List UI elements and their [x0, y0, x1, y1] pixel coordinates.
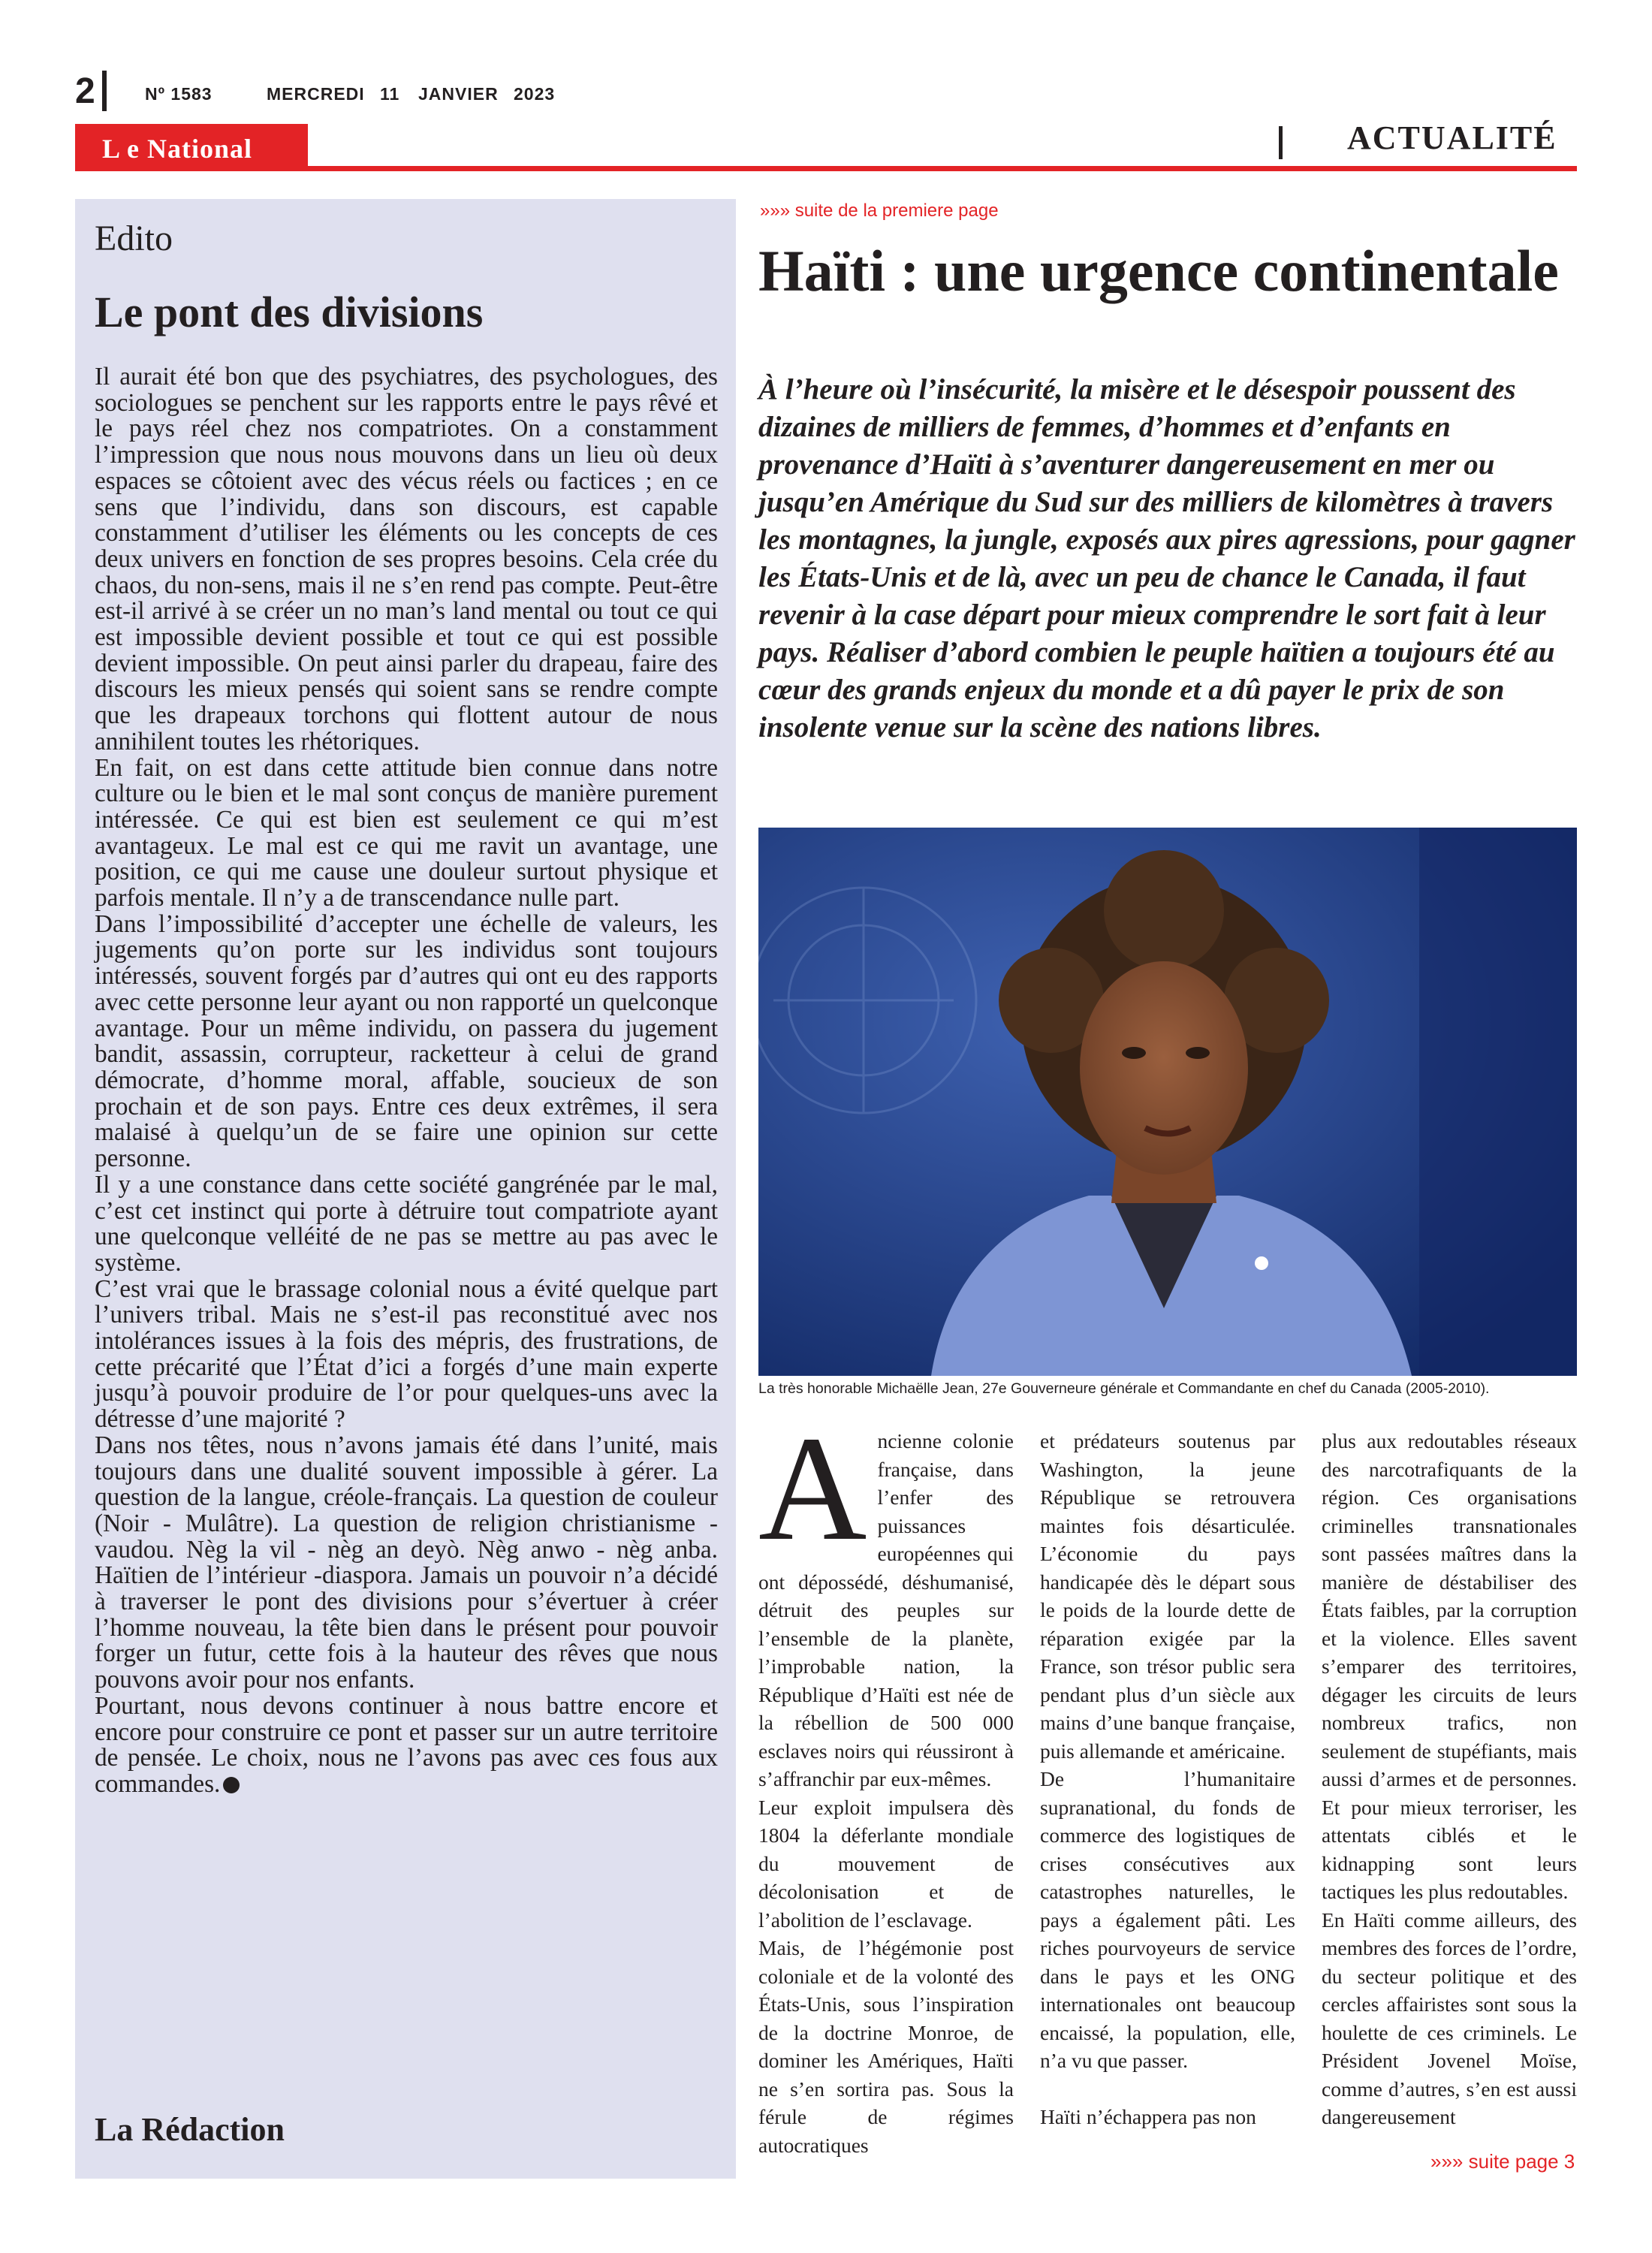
edito-signature: La Rédaction — [95, 2111, 285, 2148]
article-paragraph: De l’humanitaire supranational, du fonds de commerce des logistiques de crises consécutives aux catastrophes naturelles, le pays a également pâti. Les riches pourvoyeurs de service dans le pays et les ONG internationales ont beaucoup encaissé, la population, elle, n’a vu que passer. — [1040, 1767, 1295, 2072]
edito-kicker: Edito — [95, 219, 173, 258]
date-year: 2023 — [514, 84, 556, 104]
issue-number: Nº 1583 — [145, 84, 213, 104]
article-column-1 — [758, 1406, 1014, 2159]
photo-caption: La très honorable Michaëlle Jean, 27e Gouverneure générale et Commandante en chef du Canada (2005-2010). — [758, 1380, 1490, 1397]
edito-paragraph-last — [95, 1691, 718, 1798]
article-paragraph: Mais, de l’hégémonie post coloniale et de la volonté des États-Unis, sous l’inspiration de la doctrine Monroe, de dominer les Amériques, Haïti ne s’en sortira pas. Sous la férule de régimes autocratiques — [758, 1936, 1014, 2157]
date-day: 11 — [380, 84, 400, 104]
article-paragraph — [758, 1406, 1014, 1793]
edito-title: Le pont des divisions — [95, 288, 484, 336]
portrait-illustration — [758, 828, 1577, 1376]
continued-from-link[interactable]: »»» suite de la premiere page — [760, 201, 999, 221]
drop-cap: A — [758, 1406, 867, 1572]
article-photo — [758, 828, 1577, 1376]
article-paragraph-text: ncienne colonie française, dans l’enfer des puissances européennes qui ont dépossédé, déshumanisé, détruit des peuples sur l’ensemble de la planète, l’improbable nation, la République d’Haïti est née de la rébellion de 500 000 esclaves noirs qui réussiront à s’affranchir par eux-mêmes. — [758, 1429, 1014, 1790]
edito-paragraph: Il y a une constance dans cette société gangrénée par le mal, c’est cet instinct qui porte à détruire tout compatriote ayant une quelconque velléité de ne pas se mettre au pas avec le système. — [95, 1170, 718, 1277]
page-number-divider — [102, 71, 107, 111]
end-mark-icon — [223, 1777, 240, 1793]
date-weekday: MERCREDI — [267, 84, 365, 104]
article-paragraph: Haïti n’échappera pas non — [1040, 2104, 1256, 2128]
edito-paragraph: Il aurait été bon que des psychiatres, des psychologues, des sociologues se penchent sur les rapports entre le pays rêvé et le pays réel chez nos compatriotes. On a constamment l’impression que nous nous mouvons dans un lieu où deux espaces se côtoient avec des vécus réels ou factices ; en ce sens que l’individu, dans son discours, est capable constamment d’utiliser les éléments ou les concepts de ces deux univers en fonction de ses propres besoins. Cela crée du chaos, du non-sens, mais il ne s’en rend pas compte. Peut-être est-il arrivé à se créer un no man’s land mental ou tout ce qui est impossible devient possible et tout ce qui est possible devient impossible. On peut ainsi parler du drapeau, faire des discours les mieux pensés qui soient sans se rendre compte que les drapeaux torchons qui flottent autour de nous annihilent toutes les rhétoriques. — [95, 363, 718, 756]
article-paragraph: Leur exploit impulsera dès 1804 la déferlante mondiale du mouvement de décolonisation et de l’abolition de l’esclavage. — [758, 1795, 1014, 1932]
edito-paragraph: Dans l’impossibilité d’accepter une échelle de valeurs, les jugements qu’on porte sur les individus sont toujours intéressés, souvent forgés par d’autres qui ont eu des rapports avec cette personne leur ayant ou non rapporté un quelconque avantage. Pour un même individu, on passera du jugement bandit, assassin, corrupteur, racketteur à celui de grand démocrate, d’homme moral, affable, soucieux de son prochain et de son pays. Entre ces deux extrêmes, il sera malaisé à quelqu’un de se faire une opinion sur cette personne. — [95, 909, 718, 1173]
section-title: ACTUALITÉ — [1347, 119, 1557, 156]
page-number: 2 — [75, 71, 95, 111]
article-headline: Haïti : une urgence continentale — [758, 238, 1559, 303]
article-lede: À l’heure où l’insécurité, la misère et le désespoir poussent des dizaines de milliers de femmes, d’hommes et d’enfants en provenance d’Haïti à s’aventurer dangereusement en mer ou jusqu’en Amérique du Sud sur des milliers de kilomètres à travers les montagnes, la jungle, exposés aux pires agressions, pour gagner les États-Unis et de là, avec un peu de chance le Canada, il faut revenir à la case départ pour mieux comprendre le sort fait à leur pays. Réaliser d’abord combien le peuple haïtien a toujours été au cœur des grands enjeux du monde et a dû payer le prix de son insolente venue sur la scène des nations libres. — [758, 373, 1575, 743]
article-paragraph: et prédateurs soutenus par Washington, la jeune République se retrouvera maintes fois désarticulée. L’économie du pays handicapée dès le départ sous le poids de la lourde dette de réparation exigée par la France, son trésor public sera pendant plus d’un siècle aux mains d’une banque française, puis allemande et américaine. — [1040, 1429, 1295, 1763]
paragraph-gap — [1040, 2075, 1295, 2103]
section-divider — [1279, 126, 1283, 159]
article-paragraph: En Haïti comme ailleurs, des membres des forces de l’ordre, du secteur politique et des cercles affairistes sont sous la houlette de ces criminels. Le Président Jovenel Moïse, comme d’autres, s’en est aussi dangereusement — [1322, 1908, 1577, 2128]
continued-to-link[interactable]: »»» suite page 3 — [1430, 2150, 1575, 2173]
edito-paragraph: En fait, on est dans cette attitude bien connue dans notre culture ou le bien et le mal sont conçus de manière purement intéressée. Ce qui est bien est seulement ce qui m’est avantageux. Le mal est ce qui me ravit un avantage, une position, ce qui me cause une douleur surtout physique et parfois mentale. Il n’y a de transcendance nulle part. — [95, 753, 718, 912]
edito-paragraph-text: Pourtant, nous devons continuer à nous battre encore et encore pour construire ce pont et passer sur un autre territoire de pensée. Le choix, nous ne l’avons pas avec ces fous aux commandes. — [95, 1691, 718, 1798]
brand-name: L e National — [102, 134, 253, 164]
article-column-3 — [1322, 1427, 1577, 2131]
edito-paragraph: Dans nos têtes, nous n’avons jamais été dans l’unité, mais toujours dans une dualité souvent impossible à gérer. La question de la langue, créole-français. La question de couleur (Noir - Mulâtre). La question de religion christianisme - vaudou. Nèg la vil - nèg an deyò. Nèg anwo - nèg anba. Haïtien de l’intérieur -diaspora. Jamais un pouvoir n’a décidé à traverser le pont des divisions pour s’évertuer à créer l’homme nouveau, la tête bien dans le présent pour pouvoir forger un futur, cette fois à la hauteur des rêves que nous pouvons avoir pour nos enfants. — [95, 1431, 718, 1694]
article-paragraph: plus aux redoutables réseaux des narcotrafiquants de la région. Ces organisations criminelles transnationales sont passées maîtres dans la manière de déstabiliser des États faibles, par la corruption et la violence. Elles savent s’emparer des territoires, dégager les circuits de leurs nombreux trafics, non seulement de stupéfiants, mais aussi d’armes et de personnes. Et pour mieux terroriser, les attentats ciblés et le kidnapping sont leurs tactiques les plus redoutables. — [1322, 1429, 1577, 1903]
header-rule — [75, 166, 1577, 171]
date-month: JANVIER — [418, 84, 499, 104]
edito-paragraph: C’est vrai que le brassage colonial nous a évité quelque part l’univers tribal. Mais ne s’est-il pas reconstitué avec nos intolérances issues à la fois des mépris, des frustrations, de cette précarité que l’État d’ici a forgés d’une main experte jusqu’à pouvoir produire de l’or pour quelques-uns avec la détresse d’une majorité ? — [95, 1274, 718, 1434]
edito-body — [95, 364, 718, 1798]
article-column-2 — [1040, 1427, 1295, 2131]
